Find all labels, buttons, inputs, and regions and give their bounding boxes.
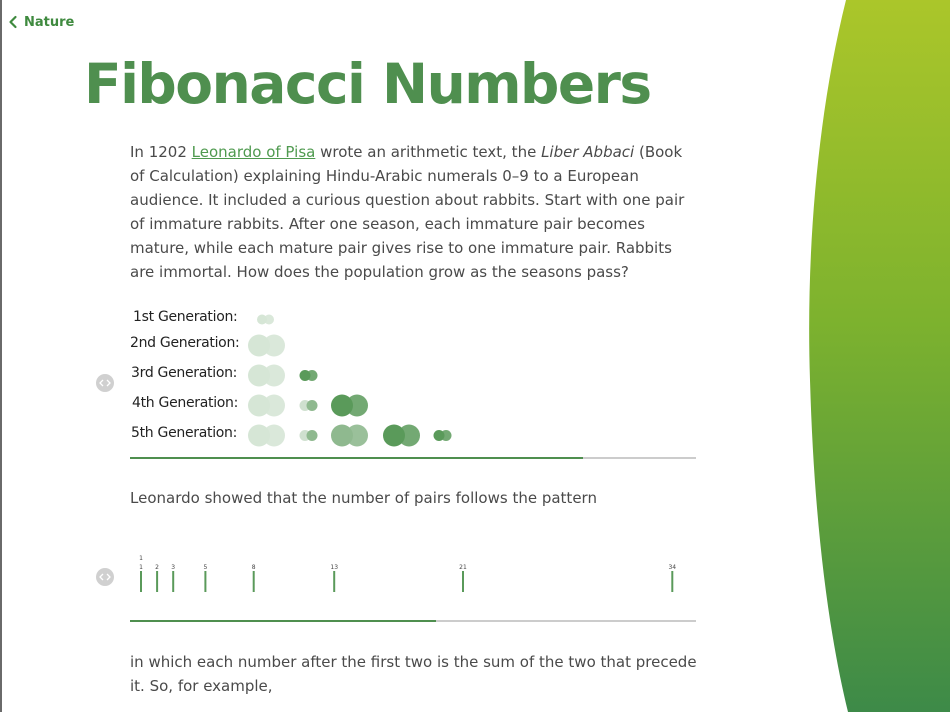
closing-paragraph: in which each number after the first two is the sum of the two that precede it. So, for example, bbox=[130, 653, 697, 695]
book-title: Liber Abbaci bbox=[541, 143, 635, 161]
sequence-tick-label: 13 bbox=[330, 564, 339, 571]
sequence-tick-label: 8 bbox=[251, 564, 256, 571]
generation-label: 4th Generation: bbox=[132, 395, 239, 411]
sequence-tick-label: 1 bbox=[139, 555, 143, 562]
generation-label: 1st Generation: bbox=[133, 309, 238, 325]
sequence-slider-handle[interactable] bbox=[96, 568, 114, 586]
sequence-tick-label: 1 bbox=[139, 564, 143, 571]
intro-text-1: In 1202 bbox=[130, 143, 192, 161]
drag-arrows-icon bbox=[99, 573, 111, 581]
generation-label: 3rd Generation: bbox=[131, 365, 238, 381]
leonardo-link[interactable]: Leonardo of Pisa bbox=[191, 143, 316, 161]
sequence-tick-label: 3 bbox=[171, 564, 176, 571]
sequence-slider-fill bbox=[130, 620, 436, 622]
generation-label: 2nd Generation: bbox=[130, 335, 240, 351]
sequence-tick-label: 5 bbox=[203, 564, 208, 571]
intro-text-3: (Book of Calculation) explaining Hindu-Arabic numerals 0–9 to a European audience. It included a curious question about rabbits. Start with one pair of immature rabbits. After one season, each immature pair becomes mature, while each mature pair gives rise to one immature pair. Rabbits are immortal. How does the population grow as the seasons pass? bbox=[130, 143, 685, 281]
sequence-slider-track[interactable] bbox=[130, 620, 696, 622]
sequence-tick-label: 2 bbox=[155, 564, 160, 571]
sequence-tick-label: 21 bbox=[459, 564, 467, 571]
back-label: Nature bbox=[24, 14, 75, 30]
page-title: Fibonacci Numbers bbox=[84, 52, 651, 116]
intro-text-2: wrote an arithmetic text, the bbox=[315, 143, 542, 161]
pattern-intro: Leonardo showed that the number of pairs follows the pattern bbox=[130, 489, 597, 507]
generation-label: 5th Generation: bbox=[131, 425, 238, 441]
sequence-tick-label: 34 bbox=[668, 564, 677, 571]
